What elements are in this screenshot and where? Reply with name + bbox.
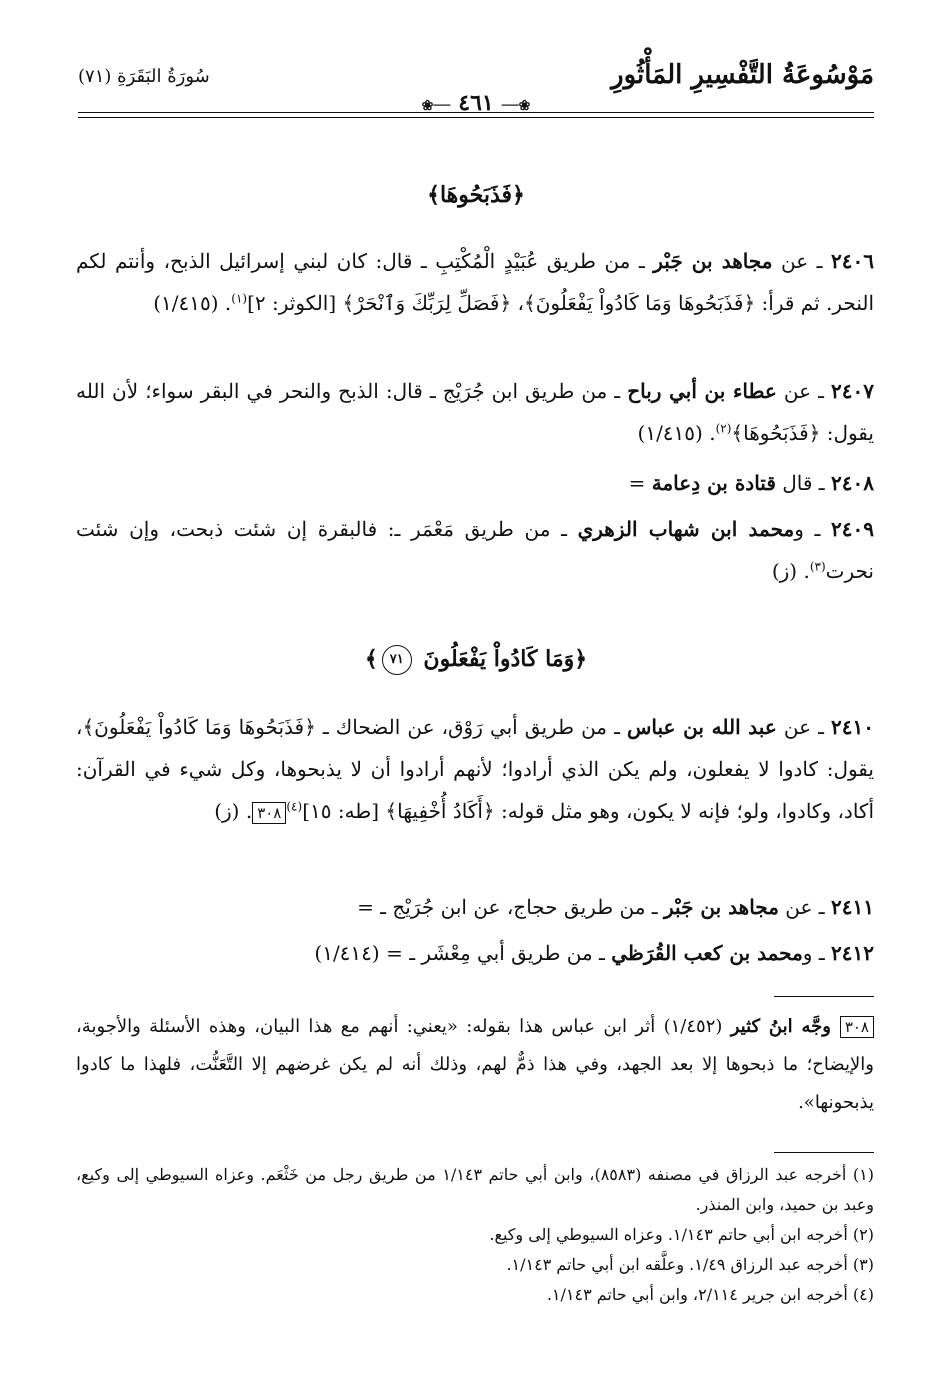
footnotes (76, 1160, 874, 1310)
entry-text: = (628, 471, 652, 495)
commentary-number-box: ٣٠٨ (840, 1016, 874, 1038)
verse-text: ﴿وَمَا كَادُواْ يَفْعَلُونَ (423, 646, 588, 672)
entry-2409 (76, 508, 874, 592)
surah-name: سُورَةُ البَقَرَةِ (117, 66, 210, 87)
entry-connector: ـ عن (772, 249, 832, 273)
entry-number: ٢٤٠٩ (831, 517, 875, 541)
ayah-range: (٧١) (78, 66, 112, 87)
narrator-name: مجاهد بن جَبْر (664, 895, 779, 919)
footnote-separator (774, 1152, 874, 1153)
footnote: (٣) أخرجه عبد الرزاق ١/٤٩. وعلَّقه ابن أبي حاتم ١/١٤٣. (506, 1255, 874, 1274)
entry-2411 (76, 886, 874, 928)
entry-2408 (76, 462, 874, 504)
narrator-name: محمد بن كعب القُرَظي (611, 941, 803, 965)
entry-2406 (76, 240, 874, 324)
entry-connector: ـ عن (776, 715, 832, 739)
footnote-ref: (٢) (715, 421, 732, 436)
footnote-ref: (٣) (809, 559, 826, 574)
entry-text: ـ من طريق عُبَيْدٍ الْمُكْتِبِ ـ قال: كان لبني إسرائيل الذبح، وأنتم لكم النحر. ثم قرأ: ﴿فَذَبَحُوهَا وَمَا كَادُواْ يَفْعَلُونَ﴾، ﴿فَصَلِّ لِرَبِّكَ وَٱنْحَرْ﴾ [الكوثر: ٢] (76, 249, 874, 315)
page-number: ٤٦١ (458, 90, 494, 116)
narrator-name: عبد الله بن عباس (627, 715, 777, 739)
ornament-icon: ──❀ (421, 98, 451, 114)
header-rule (78, 112, 874, 118)
ayah-number-icon: ٧١ (382, 645, 412, 675)
entry-connector: ـ عن (776, 379, 832, 403)
footnote: (١) أخرجه عبد الرزاق في مصنفه (٨٥٨٣)، وابن أبي حاتم ١/١٤٣ من طريق رجل من خَثْعَم. وعزاه السيوطي إلى وكيع، وعبد بن حميد، وابن المنذر. (76, 1165, 875, 1214)
entry-number: ٢٤٠٦ (831, 249, 874, 273)
entry-text: ـ من طريق أبي رَوْق، عن الضحاك ـ ﴿فَذَبَحُوهَا وَمَا كَادُواْ يَفْعَلُونَ﴾، يقول: كادوا لا يفعلون، ولم يكن الذي أرادوا؛ لأنهم أرادوا أن لا يذبحوها، وكل شيء في القرآن: أكاد، وكادوا، ولو؛ فإنه لا يكون، وهو مثل قوله: ﴿أَكَادُ أُخْفِيهَا﴾ [طه: ١٥] (76, 715, 874, 823)
commentary-note (76, 1008, 874, 1122)
source-ref: . (١/٤١٥) (637, 421, 716, 445)
entry-2410 (76, 706, 874, 832)
ornament-icon: ❀── (501, 98, 531, 114)
commentary-separator (774, 996, 874, 997)
footnote-ref: (٤) (286, 799, 303, 814)
footnote: (٢) أخرجه ابن أبي حاتم ١/١٤٣. وعزاه السيوطي إلى وكيع. (489, 1225, 874, 1244)
narrator-name: قتادة بن دِعامة (651, 471, 776, 495)
entry-text: ـ من طريق مَعْمَر ـ: فالبقرة إن شئت ذبحت، وإن شئت نحرت (76, 517, 874, 583)
entry-number: ٢٤٠٧ (831, 379, 874, 403)
book-title: مَوْسُوعَةُ التَّفْسِيرِ المَأْثُورِ (611, 60, 874, 90)
entry-connector: ـ و (802, 941, 832, 965)
entry-number: ٢٤٠٨ (831, 471, 874, 495)
commentary-ref-box: ٣٠٨ (252, 802, 286, 824)
entry-connector: ـ قال (775, 471, 832, 495)
entry-text: ـ من طريق أبي مِعْشَر ـ = (١/٤١٤) (314, 941, 612, 965)
narrator-name: عطاء بن أبي رباح (627, 379, 777, 403)
commentator-name: وجَّه ابنُ كثير (730, 1016, 840, 1037)
entry-connector: ـ و (794, 517, 832, 541)
commentary-text: (١/٤٥٢) أثر ابن عباس هذا بقوله: «يعني: أنهم مع هذا البيان، وهذه الأسئلة والأجوبة، والإيضاح؛ ما ذبحوها إلا بعد الجهد، وفي هذا ذمٌّ لهم، وذلك أنه لم يكن غرضهم إلا التَّعَنُّت، فلهذا ما كادوا يذبحونها». (76, 1016, 874, 1113)
entry-number: ٢٤١٢ (831, 941, 874, 965)
source-ref: . (ز) (771, 559, 810, 583)
narrator-name: مجاهد بن جَبْر (653, 249, 773, 273)
entry-text: ـ من طريق حجاج، عن ابن جُرَيْج ـ = (357, 895, 665, 919)
source-ref: . (ز) (214, 799, 253, 823)
surah-title (78, 66, 210, 87)
footnote: (٤) أخرجه ابن جرير ٢/١١٤، وابن أبي حاتم ١/١٤٣. (546, 1285, 874, 1304)
footnote-ref: (١) (231, 291, 248, 306)
verse-heading (0, 645, 952, 675)
entry-connector: ـ عن (778, 895, 832, 919)
entry-text: ـ من طريق ابن جُرَيْج ـ قال: الذبح والنحر في البقر سواء؛ لأن الله يقول: ﴿فَذَبَحُوهَا﴾ (76, 379, 874, 445)
entry-number: ٢٤١١ (831, 895, 874, 919)
narrator-name: محمد ابن شهاب الزهري (577, 517, 795, 541)
verse-close: ﴾ (364, 646, 378, 672)
verse-heading: ﴿فَذَبَحُوهَا﴾ (427, 182, 525, 208)
entry-2412 (76, 932, 874, 974)
entry-number: ٢٤١٠ (831, 715, 874, 739)
source-ref: . (١/٤١٥) (153, 291, 232, 315)
entry-2407 (76, 370, 874, 454)
